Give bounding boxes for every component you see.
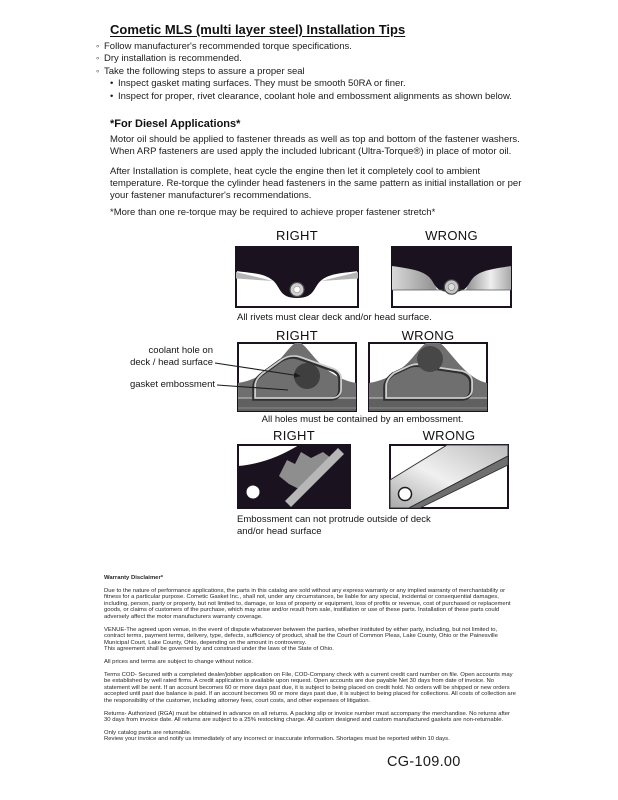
embossment-right-graphic — [237, 444, 351, 509]
rivet-center — [294, 286, 300, 292]
gasket-embossment-label: gasket embossment — [129, 379, 215, 390]
page-title: Cometic MLS (multi layer steel) Installation Tips — [110, 22, 406, 37]
venue-law-line: This agreement shall be governed by and construed under the laws of the State of Ohio. — [104, 646, 334, 653]
rivet-wrong-graphic — [391, 246, 512, 308]
tip-text: Take the following steps to assure a proper seal — [104, 65, 305, 77]
coolant-hole-right-graphic — [237, 342, 357, 412]
list-item — [96, 53, 536, 65]
venue-paragraph: VENUE-The agreed upon venue, in the event of dispute whatsoever between the parties, whether instituted by either party, including, but not limited to, contract terms, payment terms, delivery, type, defects, sufficiency of product, shall be the Court of Common Pleas, Lake County, Ohio or the Painesville Municipal Court, Lake County, Ohio, depending on the amount in controversy. — [104, 626, 498, 646]
coolant-hole-label — [100, 345, 213, 368]
diagram1-wrong-label: WRONG — [425, 228, 478, 243]
bolt-hole — [399, 488, 412, 501]
diagram3-caption-line1: Embossment can not protrude outside of deck — [237, 514, 431, 525]
tip-text: Inspect gasket mating surfaces. They must be smooth 50RA or finer. — [118, 78, 406, 90]
rivet-center — [448, 284, 455, 291]
terms-paragraph: Terms COD- Secured with a completed dealer/jobber application on File, COD-Company check with a current credit card number on file. Open accounts may be established by well rated firms. A credit application is available upon request. Open accounts are due payable Net 30 days from date of invoice. No statement will be sent. If an account becomes 60 or more days past due, it is subject to being placed on credit hold. No orders will be shipped or new orders accepted until past due balance is paid. If an account becomes 90 or more days past due, it is subject to being placed for collections. All costs of collection are the responsibility of the customer, including attorney fees, court costs, and other expenses of litigation. — [104, 671, 516, 704]
tip-text: Dry installation is recommended. — [104, 53, 242, 65]
list-item — [96, 66, 536, 78]
coolant-hole — [417, 346, 443, 372]
diagram2-caption: All holes must be contained by an embossment. — [261, 414, 464, 425]
embossment-wrong-graphic — [389, 444, 509, 509]
review-note: Review your invoice and notify us immediately of any incorrect or inaccurate information. Shortages must be reported within 10 days. — [104, 736, 450, 743]
diagram3-caption — [237, 514, 497, 537]
tip-text: Follow manufacturer's recommended torque specifications. — [104, 41, 352, 52]
retorque-note: *More than one re-torque may be required to achieve proper fastener stretch* — [110, 207, 436, 218]
diagram2-wrong-label: WRONG — [401, 328, 455, 343]
warranty-disclaimer-heading: Warranty Disclaimer* — [104, 575, 164, 581]
catalog-note: Only catalog parts are returnable. — [104, 729, 192, 736]
diagram1-right-label: RIGHT — [276, 228, 318, 243]
bolt-hole — [247, 486, 260, 499]
coolant-hole — [294, 363, 320, 389]
list-item — [96, 78, 536, 90]
installation-tips-list — [96, 41, 536, 103]
page-code: CG-109.00 — [387, 754, 461, 770]
returns-paragraph: Returns- Authorized (RGA) must be obtained in advance on all returns. A packing slip or invoice number must accompany the merchandise. No returns after 30 days from invoice date. All returns are subject to a 25% restocking charge. All custom designed and custom manufactured gaskets are non-returnable. — [104, 710, 511, 724]
dot-bullet-icon: • — [110, 90, 114, 102]
rivet-right-graphic — [235, 246, 359, 308]
coolant-hole-label-line2: deck / head surface — [130, 356, 213, 368]
prices-note: All prices and terms are subject to change without notice. — [104, 658, 253, 665]
coolant-hole-label-line1: coolant hole on — [148, 345, 213, 356]
warranty-paragraph: Due to the nature of performance applications, the parts in this catalog are sold without any express warranty or any implied warranty of merchantability or fitness for a particular purpose. Cometic Gasket Inc., shall not, under any circumstances, be liable for any special, incidental or consequential damages, including, person, party or property, but not limited to, damage, or loss of property or equipment, loss of profits or revenue, cost of purchased or replacement goods, or claims of customers of the purchase, which may arise and/or result from sale, instillation or use of these parts. Installation of these parts could adversely affect the motor manufacturers warranty coverage. — [104, 587, 511, 620]
coolant-hole-wrong-graphic — [368, 342, 488, 412]
diesel-paragraph-1: Motor oil should be applied to fastener threads as well as top and bottom of the fastener washers. When ARP fasteners are used apply the included lubricant (Ultra-Torque®) in place of motor oil. — [110, 134, 520, 158]
dot-bullet-icon: • — [110, 78, 114, 90]
legal-block — [104, 575, 517, 749]
diagram2-right-label: RIGHT — [276, 328, 318, 343]
circle-bullet-icon: ◦ — [96, 53, 100, 65]
diagram3-caption-line2: and/or head surface — [237, 525, 322, 537]
diesel-heading: *For Diesel Applications* — [110, 118, 241, 130]
diagram3-right-label: RIGHT — [273, 428, 315, 443]
diagram3-wrong-label: WRONG — [422, 428, 476, 443]
tip-text: Inspect for proper, rivet clearance, coolant hole and embossment alignments as shown below. — [118, 90, 512, 102]
diesel-paragraph-2: After Installation is complete, heat cycle the engine then let it completely cool to ambient temperature. Re-torque the cylinder head fasteners in the same pattern as initial installation or per your fastener manufacturer's recommendations. — [110, 166, 522, 202]
list-item — [96, 41, 536, 53]
diagram1-caption: All rivets must clear deck and/or head surface. — [237, 312, 432, 323]
circle-bullet-icon: ◦ — [96, 65, 100, 77]
circle-bullet-icon: ◦ — [96, 41, 100, 52]
list-item — [96, 91, 536, 103]
